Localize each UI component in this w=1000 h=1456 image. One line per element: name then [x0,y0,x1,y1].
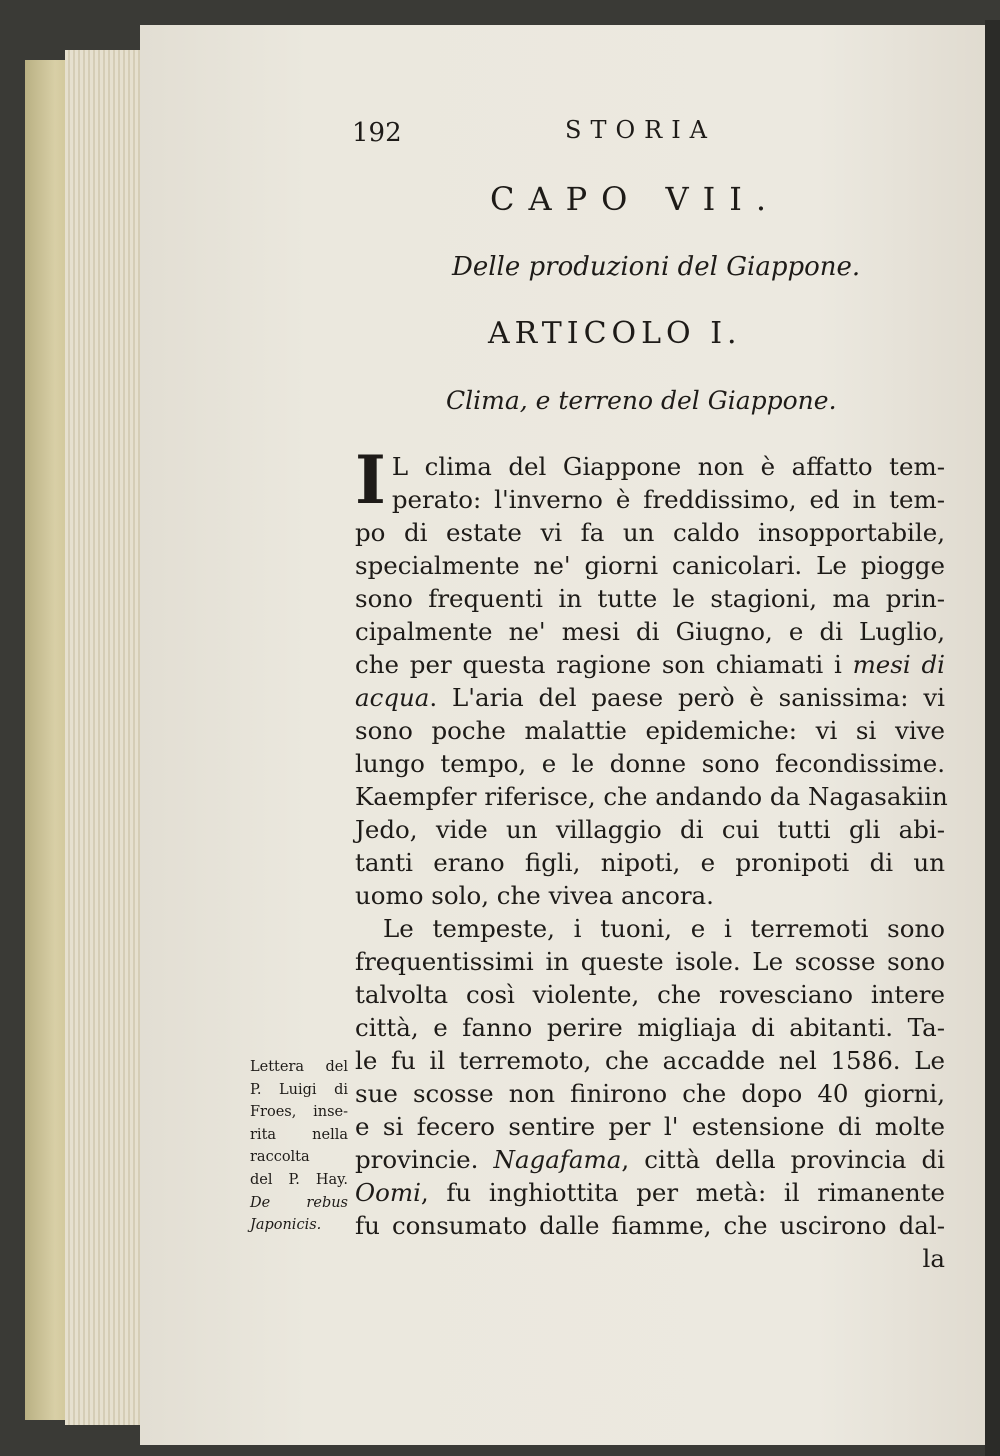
text-line: lungo tempo, e le donne sono fecondissime. [355,749,945,778]
text-line: uomo solo, che vivea ancora. [355,881,714,910]
text-line: sue scosse non finirono che dopo 40 giorni, [355,1079,945,1108]
note-line: del P. Hay. [250,1171,348,1188]
text-span: che per questa ragione son chiamati i [355,650,842,679]
text-span: provincie. [355,1145,479,1174]
page-edges [65,50,145,1425]
note-line: rita nella [250,1126,348,1143]
body-text [355,441,948,1275]
text-line: specialmente ne' giorni canicolari. Le piogge [355,551,945,580]
text-line [355,681,945,714]
text-line: tanti erano figli, nipoti, e pronipoti di un [355,848,945,877]
text-line [355,1143,945,1176]
text-span: , città della provincia di [621,1145,945,1174]
note-line: Froes, inse- [250,1104,348,1121]
catchword: la [922,1244,945,1273]
text-line: città, e fanno perire migliaja di abitanti. Ta- [355,1013,945,1042]
text-line: sono frequenti in tutte le stagioni, ma prin- [355,584,945,613]
text-line [355,1176,945,1209]
text-line: Le tempeste, i tuoni, e i terremoti sono [383,914,945,943]
note-line: Lettera del [250,1059,348,1075]
text-line: Jedo, vide un villaggio di cui tutti gli abi- [355,815,945,844]
text-line: talvolta così violente, che rovesciano intere [355,980,945,1009]
facing-page-edge [985,20,1000,1456]
article-subtitle: Clima, e terreno del Giappone. [446,386,837,415]
text-line: L clima del Giappone non è affatto tem- [391,452,945,481]
text-line: po di estate vi fa un caldo insopportabile, [355,518,945,547]
italic-text: acqua [355,683,430,712]
running-title: STORIA [565,116,717,144]
text-span: , fu inghiottita per metà: il rimanente [420,1178,945,1207]
note-line: De rebus [250,1194,348,1211]
page-number: 192 [352,118,402,148]
text-line: sono poche malattie epidemiche: vi si vive [355,716,945,745]
italic-text: mesi di [852,650,945,679]
text-line: Kaempfer riferisce, che andando da Nagasakiin [355,782,948,811]
chapter-heading: CAPO VII. [490,180,781,218]
marginal-note [250,1056,348,1237]
chapter-subtitle: Delle produzioni del Giappone. [452,252,861,282]
text-line: perato: l'inverno è freddissimo, ed in tem- [391,485,945,514]
note-line: Japonicis. [250,1217,322,1234]
text-line: e si fecero sentire per l' estensione di molte [355,1112,945,1141]
text-line: cipalmente ne' mesi di Giugno, e di Luglio, [355,617,945,646]
italic-text: Oomi [355,1178,421,1207]
text-span: . L'aria del paese però è sanissima: vi [429,683,945,712]
article-heading: ARTICOLO I. [488,316,742,351]
drop-cap: I [355,441,386,519]
note-line: P. Luigi di [250,1081,348,1098]
text-line: frequentissimi in queste isole. Le scosse sono [355,947,945,976]
note-line: raccolta [250,1149,310,1166]
text-line: fu consumato dalle fiamme, che uscirono dal- [355,1211,945,1240]
italic-text: Nagafama [493,1145,622,1174]
text-line: le fu il terremoto, che accadde nel 1586. Le [355,1046,945,1075]
text-line [355,648,945,681]
